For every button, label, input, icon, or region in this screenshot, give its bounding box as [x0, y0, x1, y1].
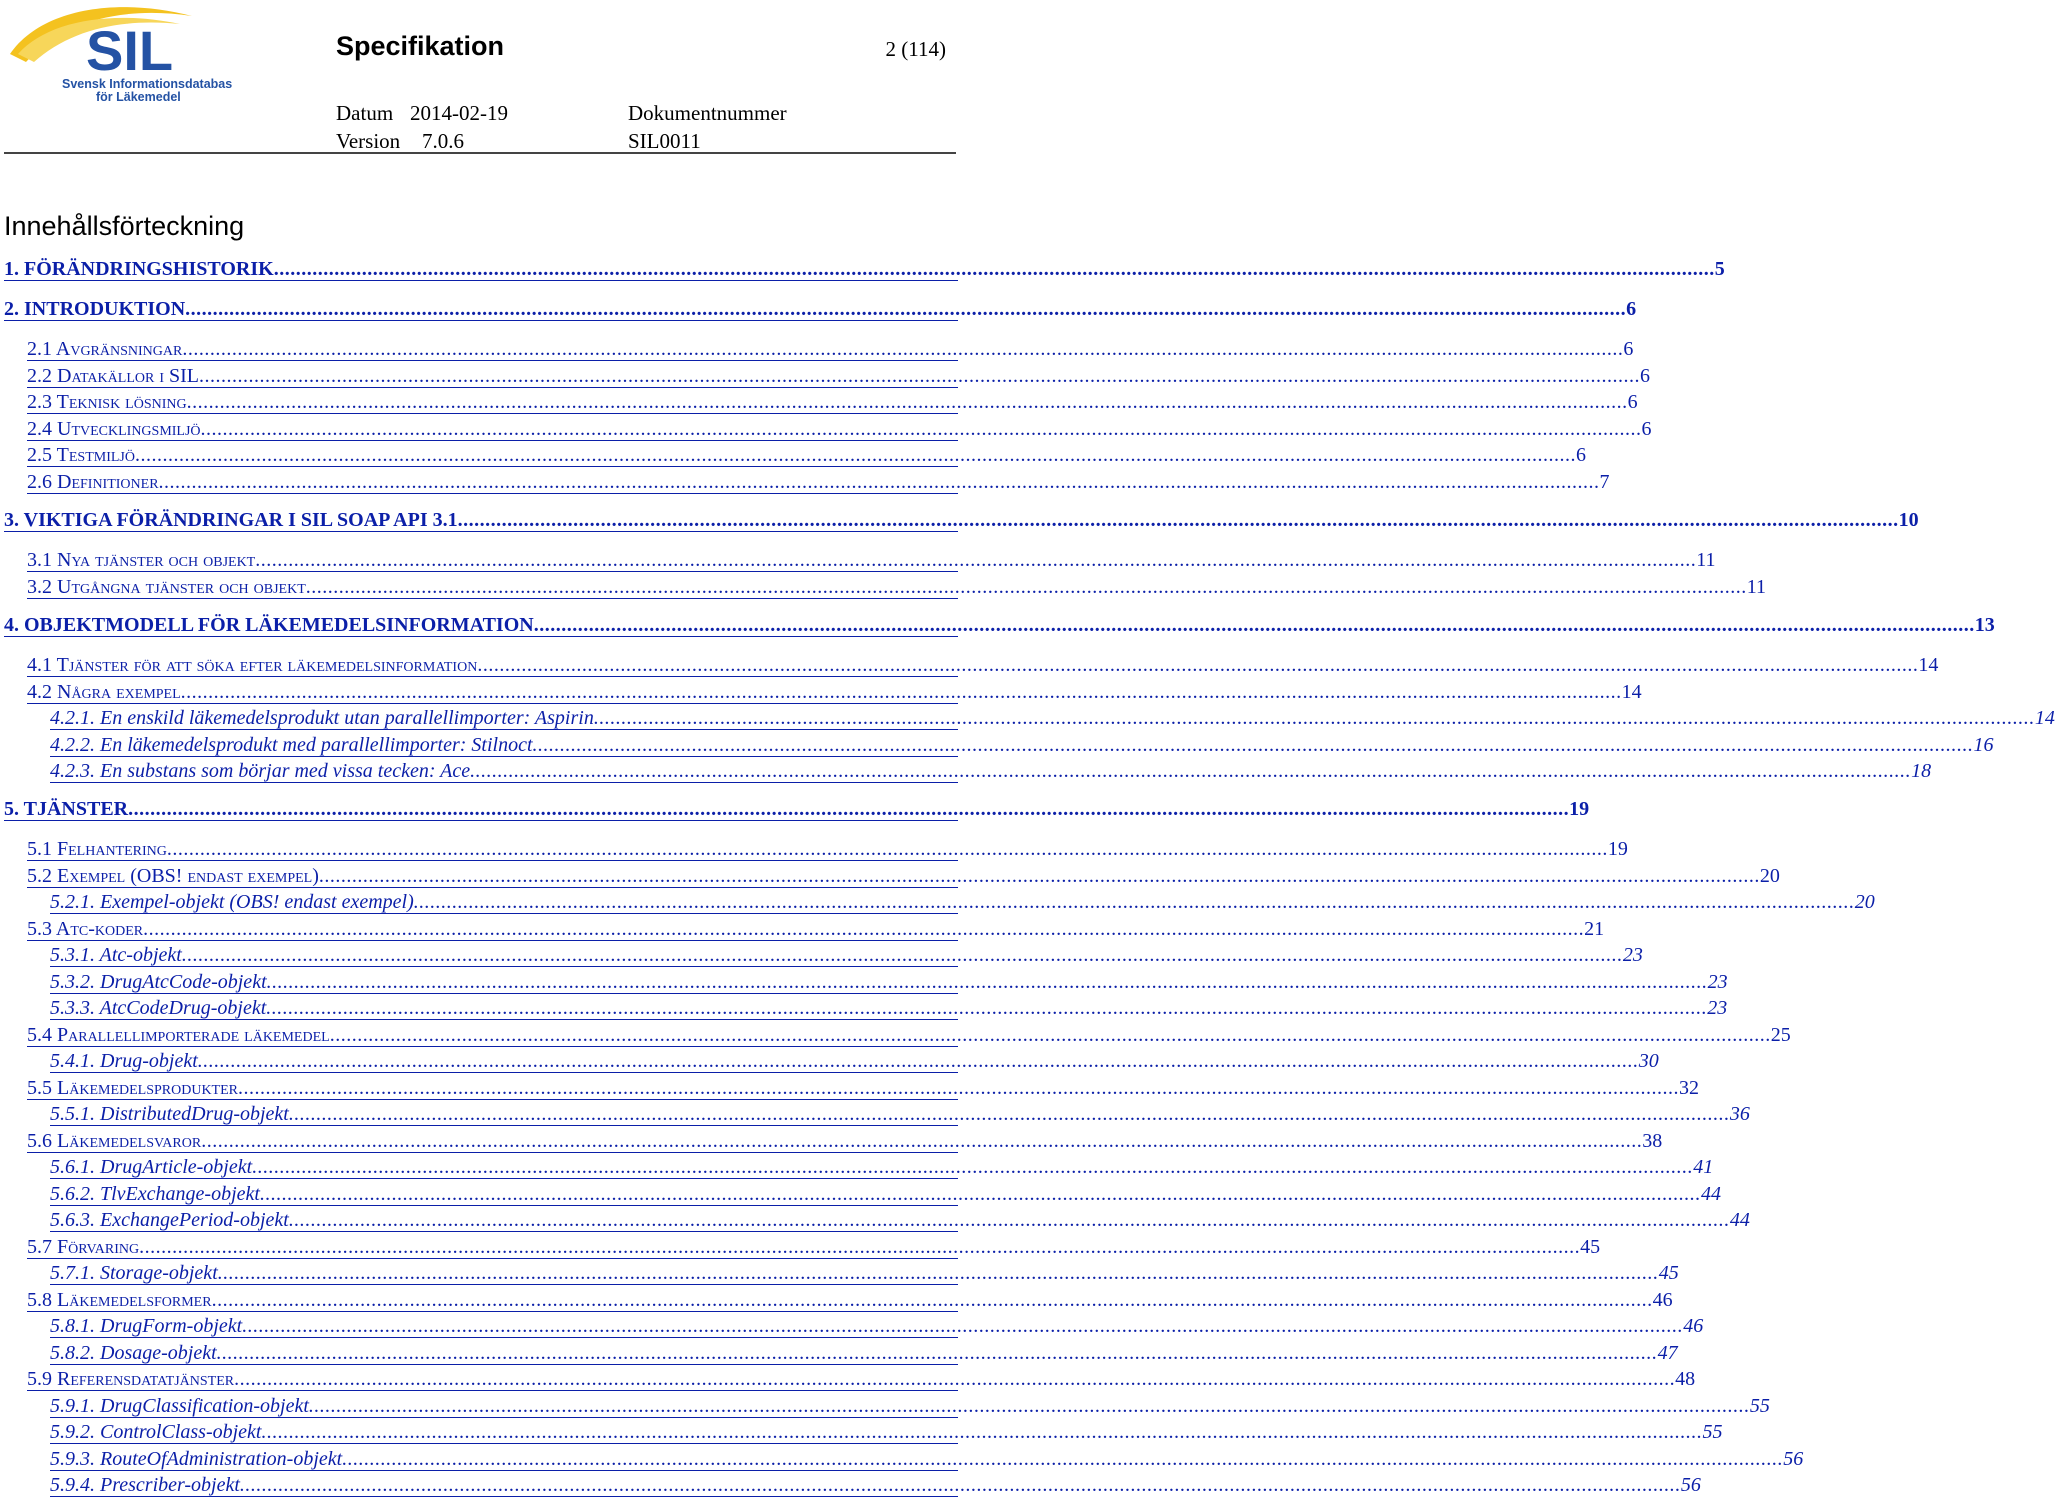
toc-entry-label: 5. TJÄNSTER	[4, 798, 129, 820]
toc-entry-label: 5.8.2. Dosage-objekt	[50, 1342, 217, 1364]
toc-entry[interactable]	[27, 471, 1610, 494]
toc-entry-page: 38	[1642, 1130, 1663, 1152]
toc-leader-dots	[289, 1104, 1730, 1125]
toc-entry-label: 5.3.2. DrugAtcCode-objekt	[50, 971, 267, 993]
toc-entry-page: 6	[1623, 338, 1634, 360]
toc-entry-page: 14	[1918, 654, 1939, 676]
toc-entry-page: 16	[1973, 734, 1994, 756]
toc-leader-dots	[330, 1025, 1771, 1046]
toc-entry-page: 30	[1638, 1050, 1659, 1072]
toc-entry[interactable]	[50, 944, 1643, 967]
toc-entry-page: 46	[1652, 1289, 1673, 1311]
toc-entry-label: 4.2.2. En läkemedelsprodukt med parallellimporter: Stilnoct	[50, 734, 533, 756]
toc-leader-dots	[261, 1422, 1702, 1443]
toc-entry[interactable]	[50, 1262, 1679, 1285]
toc-entry[interactable]	[27, 1130, 1663, 1153]
version-label: Version	[336, 129, 401, 153]
page-header	[0, 0, 960, 160]
toc-entry[interactable]	[27, 418, 1652, 441]
toc-leader-dots	[240, 1475, 1681, 1496]
toc-leader-dots	[342, 1449, 1783, 1470]
toc-leader-dots	[242, 1316, 1683, 1337]
toc-entry-label: 5.5.1. DistributedDrug-objekt	[50, 1103, 289, 1125]
toc-entry-label: 4.2 Några exempel	[27, 681, 181, 703]
toc-leader-dots	[534, 615, 1975, 636]
toc-leader-dots	[139, 1237, 1580, 1258]
toc-entry-label: 5.4.1. Drug-objekt	[50, 1050, 198, 1072]
logo-subtitle-1: Svensk Informationsdatabas	[62, 77, 233, 91]
toc-entry-page: 48	[1675, 1368, 1696, 1390]
logo-subtitle-2: för Läkemedel	[96, 90, 181, 104]
toc-entry-page: 7	[1599, 471, 1610, 493]
toc-entry-label: 2.2 Datakällor i SIL	[27, 365, 199, 387]
toc-entry-page: 6	[1575, 444, 1586, 466]
toc-entry-label: 5.9.2. ControlClass-objekt	[50, 1421, 262, 1443]
toc-leader-dots	[187, 392, 1628, 413]
toc-leader-dots	[319, 866, 1760, 887]
toc-leader-dots	[181, 682, 1622, 703]
toc-entry[interactable]	[4, 798, 1590, 821]
toc-entry-page: 45	[1658, 1262, 1679, 1284]
toc-leader-dots	[182, 339, 1623, 360]
toc-entry-page: 11	[1746, 576, 1767, 598]
toc-entry[interactable]	[50, 1395, 1770, 1418]
toc-entry-label: 4.1 Tjänster för att söka efter läkemedelsinformation	[27, 654, 478, 676]
toc-entry-page: 6	[1641, 418, 1652, 440]
toc-leader-dots	[185, 299, 1626, 320]
toc-entry[interactable]	[50, 1050, 1659, 1073]
toc-entry-page: 46	[1683, 1315, 1704, 1337]
toc-entry-label: 5.9.3. RouteOfAdministration-objekt	[50, 1448, 343, 1470]
toc-entry-page: 5	[1714, 258, 1725, 280]
toc-entry-label: 5.8 Läkemedelsformer	[27, 1289, 212, 1311]
toc-entry[interactable]	[50, 760, 1932, 783]
version-value: 7.0.6	[422, 129, 464, 153]
toc-entry-page: 23	[1707, 971, 1728, 993]
toc-entry-label: 2. INTRODUKTION	[4, 298, 186, 320]
toc-leader-dots	[201, 1131, 1642, 1152]
toc-entry[interactable]	[27, 1077, 1699, 1100]
toc-entry-label: 4.2.3. En substans som börjar med vissa tecken: Ace	[50, 760, 471, 782]
toc-entry-label: 5.2 Exempel (OBS! endast exempel)	[27, 865, 319, 887]
header-divider	[4, 152, 956, 154]
toc-entry[interactable]	[27, 365, 1650, 388]
toc-entry-page: 32	[1679, 1077, 1699, 1099]
toc-entry[interactable]	[50, 1315, 1704, 1338]
toc-entry-page: 36	[1729, 1103, 1750, 1125]
toc-entry-label: 2.3 Teknisk lösning	[27, 391, 187, 413]
toc-entry[interactable]	[50, 891, 1875, 914]
toc-entry[interactable]	[27, 391, 1638, 414]
toc-entry[interactable]	[50, 734, 1994, 757]
toc-entry-page: 6	[1627, 391, 1638, 413]
toc-leader-dots	[199, 366, 1640, 387]
toc-leader-dots	[274, 259, 1715, 280]
toc-title: Innehållsförteckning	[4, 211, 245, 241]
date-label: Datum	[336, 101, 394, 125]
toc-entry[interactable]	[4, 614, 1995, 637]
toc-leader-dots	[533, 735, 1974, 756]
docnum-value: SIL0011	[628, 129, 701, 153]
toc-entry-page: 18	[1911, 760, 1932, 782]
toc-leader-dots	[260, 1184, 1701, 1205]
toc-entry-page: 11	[1696, 549, 1716, 571]
toc-entry[interactable]	[27, 549, 1716, 572]
toc-leader-dots	[143, 919, 1584, 940]
toc-entry[interactable]	[4, 258, 1725, 281]
toc-entry-page: 13	[1974, 614, 1995, 636]
toc-entry-page: 55	[1749, 1395, 1770, 1417]
toc-entry[interactable]	[27, 338, 1634, 361]
toc-entry[interactable]	[27, 1024, 1791, 1047]
toc-entry-label: 5.3.1. Atc-objekt	[50, 944, 182, 966]
toc-entry[interactable]	[27, 1368, 1696, 1391]
toc-entry-page: 19	[1569, 798, 1590, 820]
toc-entry[interactable]	[50, 1421, 1723, 1444]
toc-entry[interactable]	[50, 1156, 1714, 1179]
toc-entry[interactable]	[50, 707, 2055, 730]
toc-leader-dots	[182, 945, 1623, 966]
toc-entry-page: 14	[2034, 707, 2055, 729]
toc-leader-dots	[135, 445, 1576, 466]
toc-entry[interactable]	[4, 509, 1919, 532]
toc-entry-page: 20	[1854, 891, 1875, 913]
document-title: Specifikation	[336, 31, 505, 61]
toc-entry[interactable]	[4, 298, 1637, 321]
toc-entry-label: 5.1 Felhantering	[27, 838, 167, 860]
toc-entry-label: 3. VIKTIGA FÖRÄNDRINGAR I SIL SOAP API 3.1	[4, 509, 458, 531]
date-value: 2014-02-19	[410, 101, 508, 125]
toc-entry-label: 2.6 Definitioner	[27, 471, 159, 493]
toc-entry-label: 5.2.1. Exempel-objekt (OBS! endast exempel)	[50, 891, 414, 913]
toc-leader-dots	[198, 1051, 1639, 1072]
toc-entry-label: 4.2.1. En enskild läkemedelsprodukt utan parallellimporter: Aspirin	[50, 707, 594, 729]
toc-entry[interactable]	[50, 971, 1728, 994]
toc-entry-label: 1. FÖRÄNDRINGSHISTORIK	[4, 258, 274, 280]
toc-entry[interactable]	[27, 681, 1642, 704]
toc-entry[interactable]	[50, 1474, 1701, 1497]
toc-leader-dots	[255, 550, 1696, 571]
toc-entry-page: 6	[1626, 298, 1637, 320]
toc-entry-label: 5.4 Parallellimporterade läkemedel	[27, 1024, 330, 1046]
toc-entry-label: 5.5 Läkemedelsprodukter	[27, 1077, 238, 1099]
toc-leader-dots	[289, 1210, 1730, 1231]
toc-entry-label: 5.7 Förvaring	[27, 1236, 140, 1258]
sil-logo	[4, 2, 233, 104]
toc-leader-dots	[201, 419, 1642, 440]
toc-entry[interactable]	[27, 1236, 1601, 1259]
toc-entry-label: 2.4 Utvecklingsmiljö	[27, 418, 201, 440]
toc-entry-page: 6	[1639, 365, 1650, 387]
toc-entry[interactable]	[50, 1342, 1678, 1365]
toc-entry[interactable]	[27, 654, 1939, 677]
toc-entry-label: 5.9.1. DrugClassification-objekt	[50, 1395, 309, 1417]
toc-leader-dots	[238, 1078, 1679, 1099]
toc-entry[interactable]	[27, 865, 1780, 888]
toc-entry[interactable]	[27, 444, 1586, 467]
toc-entry-label: 5.8.1. DrugForm-objekt	[50, 1315, 243, 1337]
toc-entry[interactable]	[50, 1103, 1750, 1126]
toc-entry[interactable]	[27, 1289, 1673, 1312]
toc-leader-dots	[266, 998, 1707, 1019]
toc-entry-label: 2.5 Testmiljö	[27, 444, 135, 466]
toc-entry-page: 20	[1759, 865, 1780, 887]
toc-entry[interactable]	[27, 838, 1628, 861]
toc-entry-label: 3.2 Utgångna tjänster och objekt	[27, 576, 306, 598]
toc-leader-dots	[218, 1263, 1659, 1284]
toc-leader-dots	[167, 839, 1608, 860]
toc-entry[interactable]	[50, 1183, 1721, 1206]
toc-leader-dots	[594, 708, 2035, 729]
toc-entry-page: 23	[1622, 944, 1643, 966]
toc-leader-dots	[306, 577, 1747, 598]
toc-entry-page: 56	[1783, 1448, 1804, 1470]
toc-entry-page: 44	[1700, 1183, 1721, 1205]
toc-entry-page: 47	[1657, 1342, 1678, 1364]
toc-entry-page: 14	[1621, 681, 1642, 703]
toc-leader-dots	[309, 1396, 1750, 1417]
toc-leader-dots	[212, 1290, 1653, 1311]
toc-leader-dots	[159, 472, 1600, 493]
docnum-label: Dokumentnummer	[628, 101, 787, 125]
toc-entry-page: 55	[1702, 1421, 1723, 1443]
toc-entry-page: 25	[1770, 1024, 1791, 1046]
toc-entry-label: 5.6.1. DrugArticle-objekt	[50, 1156, 253, 1178]
toc-entry-page: 45	[1580, 1236, 1601, 1258]
toc-entry[interactable]	[27, 576, 1767, 599]
toc-leader-dots	[128, 799, 1569, 820]
toc-entry[interactable]	[50, 997, 1728, 1020]
toc-entry-label: 5.6 Läkemedelsvaror	[27, 1130, 202, 1152]
toc-entry-label: 3.1 Nya tjänster och objekt	[27, 549, 256, 571]
toc-entry-label: 5.9 Referensdatatjänster	[27, 1368, 235, 1390]
toc-entry-label: 4. OBJEKTMODELL FÖR LÄKEMEDELSINFORMATION	[4, 614, 534, 636]
toc-leader-dots	[267, 972, 1708, 993]
toc-leader-dots	[470, 761, 1911, 782]
toc-entry-label: 5.3.3. AtcCodeDrug-objekt	[50, 997, 267, 1019]
toc-leader-dots	[252, 1157, 1693, 1178]
toc-entry-page: 10	[1898, 509, 1919, 531]
toc-entry-page: 21	[1584, 918, 1605, 940]
toc-leader-dots	[458, 510, 1899, 531]
page-number: 2 (114)	[885, 37, 946, 61]
toc-entry[interactable]	[27, 918, 1605, 941]
toc-entry-page: 23	[1707, 997, 1728, 1019]
logo-wordmark: SIL	[86, 19, 174, 82]
toc-leader-dots	[234, 1369, 1675, 1390]
toc-leader-dots	[477, 655, 1918, 676]
toc-entry-page: 19	[1607, 838, 1628, 860]
toc-entry-page: 56	[1680, 1474, 1701, 1496]
toc-entry-label: 2.1 Avgränsningar	[27, 338, 183, 360]
toc-leader-dots	[217, 1343, 1658, 1364]
toc-entry-label: 5.9.4. Prescriber-objekt	[50, 1474, 240, 1496]
toc-leader-dots	[414, 892, 1855, 913]
toc-entry-label: 5.6.3. ExchangePeriod-objekt	[50, 1209, 289, 1231]
toc-entry-page: 41	[1693, 1156, 1714, 1178]
toc-entry-label: 5.6.2. TlvExchange-objekt	[50, 1183, 260, 1205]
toc-entry[interactable]	[50, 1209, 1750, 1232]
toc-entry[interactable]	[50, 1448, 1804, 1471]
toc-entry-label: 5.7.1. Storage-objekt	[50, 1262, 218, 1284]
toc-entry-label: 5.3 Atc-koder	[27, 918, 144, 940]
toc-entry-page: 44	[1729, 1209, 1750, 1231]
